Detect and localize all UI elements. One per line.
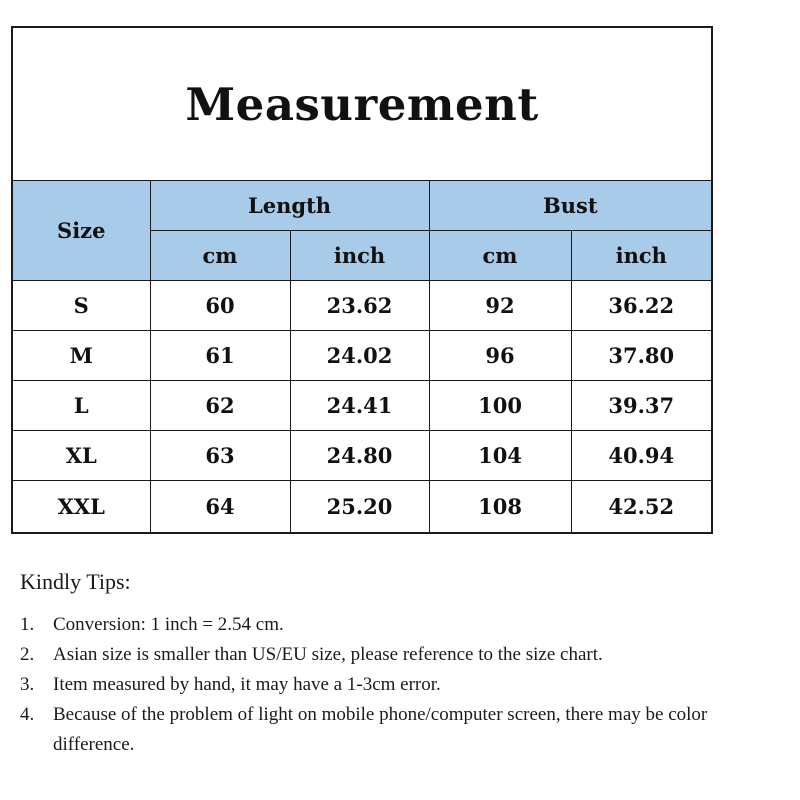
tip-number: 4.	[20, 704, 35, 725]
tip-number: 2.	[20, 644, 35, 665]
length-cm-cell: 60	[150, 281, 290, 331]
header-length: Length	[150, 181, 429, 231]
header-size: Size	[13, 181, 150, 281]
list-item	[20, 610, 790, 640]
length-inch-cell: 24.41	[290, 381, 429, 431]
size-cell: M	[13, 331, 150, 381]
length-inch-cell: 25.20	[290, 481, 429, 533]
header-bust-inch: inch	[571, 231, 711, 281]
header-length-inch: inch	[290, 231, 429, 281]
list-item	[20, 640, 790, 670]
bust-inch-cell: 42.52	[571, 481, 711, 533]
length-inch-cell: 24.02	[290, 331, 429, 381]
tip-text: Item measured by hand, it may have a 1-3cm error.	[53, 674, 441, 695]
length-inch-cell: 23.62	[290, 281, 429, 331]
list-item	[20, 670, 790, 700]
size-cell: XXL	[13, 481, 150, 533]
size-cell: XL	[13, 431, 150, 481]
table-row	[13, 381, 711, 431]
header-bust-cm: cm	[429, 231, 571, 281]
size-table	[13, 180, 711, 533]
tips-title: Kindly Tips:	[20, 569, 131, 594]
tips-list	[20, 610, 790, 760]
tips-section	[20, 566, 790, 760]
length-cm-cell: 62	[150, 381, 290, 431]
size-cell: S	[13, 281, 150, 331]
table-row	[13, 331, 711, 381]
bust-inch-cell: 36.22	[571, 281, 711, 331]
tip-text: Asian size is smaller than US/EU size, please reference to the size chart.	[53, 644, 603, 665]
tip-text: Conversion: 1 inch = 2.54 cm.	[53, 614, 284, 635]
size-cell: L	[13, 381, 150, 431]
table-row	[13, 281, 711, 331]
length-cm-cell: 64	[150, 481, 290, 533]
header-length-cm: cm	[150, 231, 290, 281]
bust-cm-cell: 96	[429, 331, 571, 381]
header-bust: Bust	[429, 181, 711, 231]
bust-cm-cell: 100	[429, 381, 571, 431]
bust-inch-cell: 40.94	[571, 431, 711, 481]
length-cm-cell: 61	[150, 331, 290, 381]
bust-cm-cell: 104	[429, 431, 571, 481]
tip-number: 3.	[20, 674, 35, 695]
length-inch-cell: 24.80	[290, 431, 429, 481]
bust-inch-cell: 39.37	[571, 381, 711, 431]
size-chart	[11, 26, 713, 534]
bust-cm-cell: 92	[429, 281, 571, 331]
tip-number: 1.	[20, 614, 35, 635]
table-row	[13, 481, 711, 533]
table-row	[13, 431, 711, 481]
length-cm-cell: 63	[150, 431, 290, 481]
chart-title: Measurement	[185, 78, 539, 131]
list-item	[20, 700, 790, 760]
tip-text: Because of the problem of light on mobile phone/computer screen, there may be color difference.	[53, 704, 708, 755]
bust-inch-cell: 37.80	[571, 331, 711, 381]
header-row	[13, 181, 711, 231]
bust-cm-cell: 108	[429, 481, 571, 533]
